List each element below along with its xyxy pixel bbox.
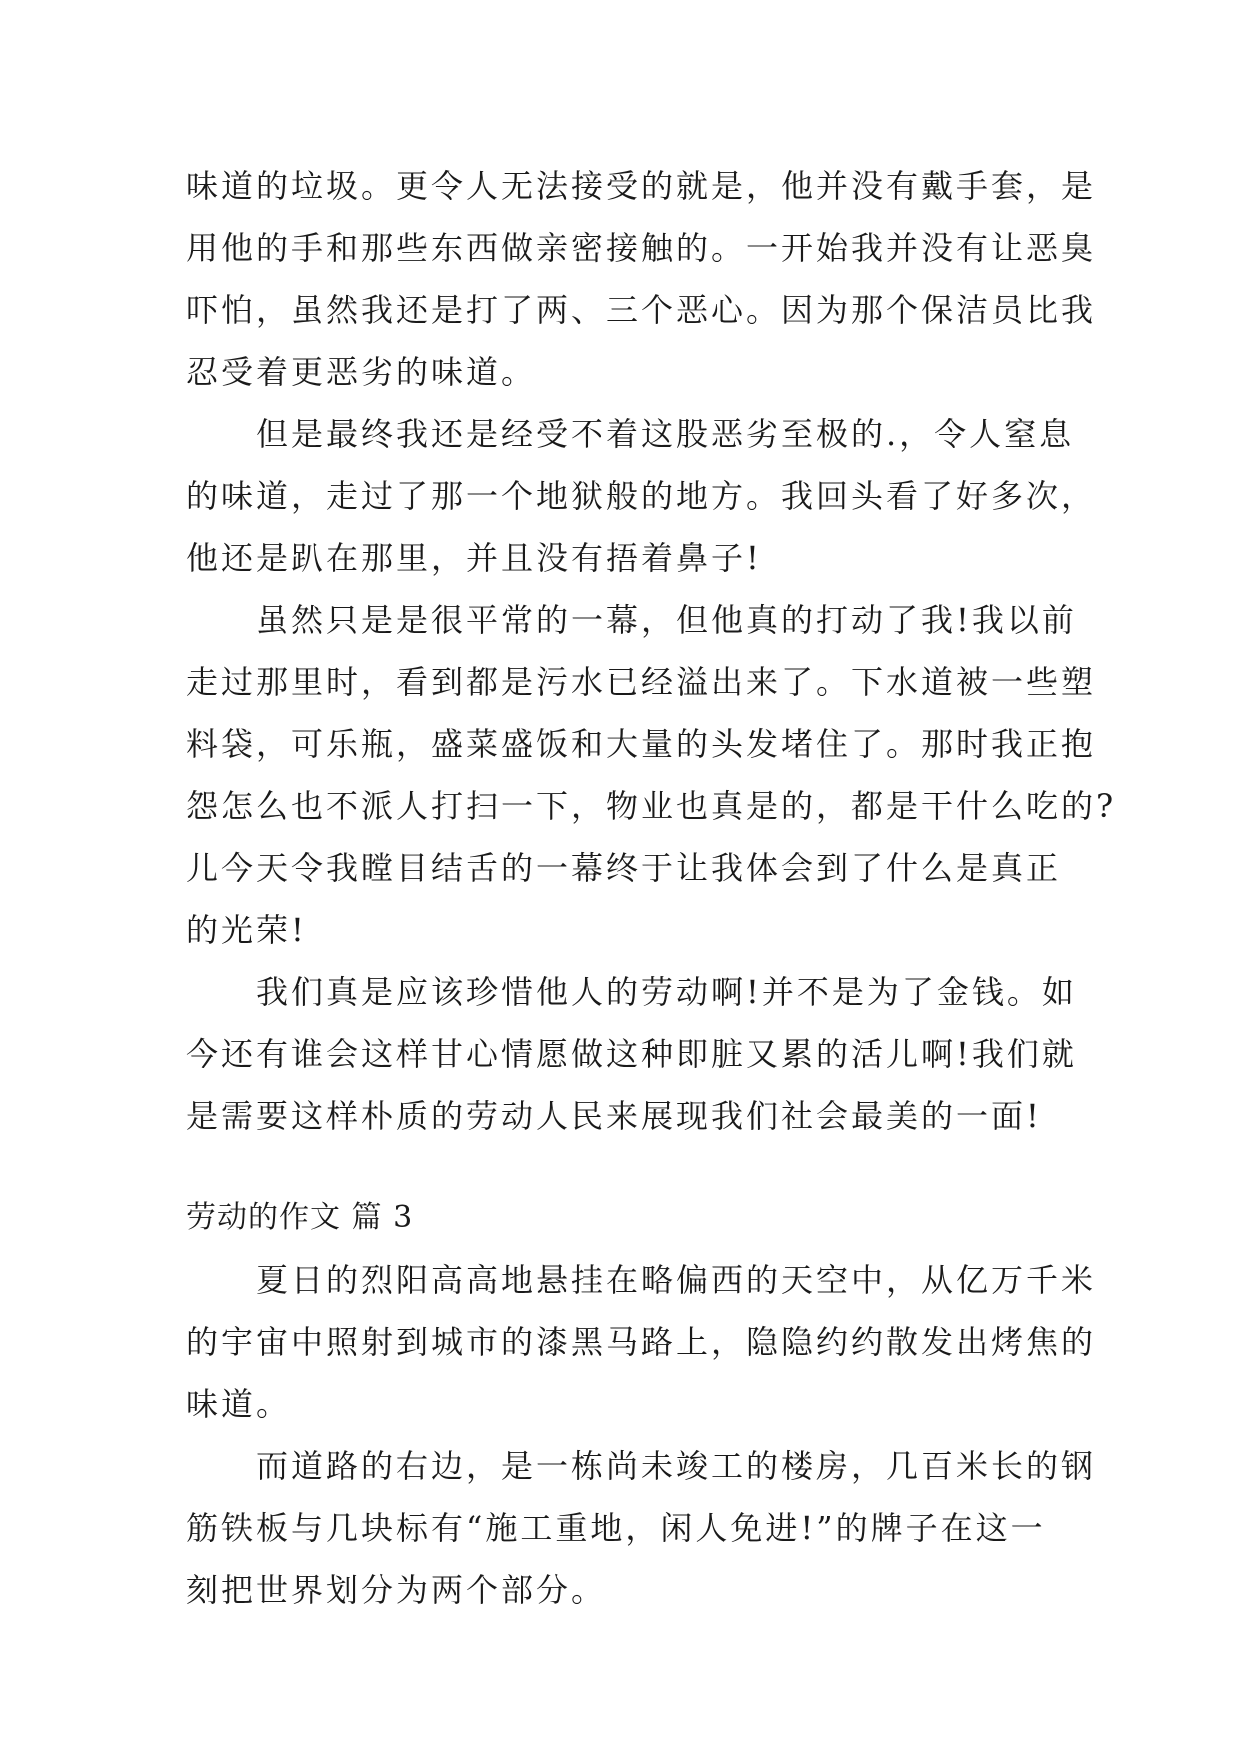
section-spacer (186, 1147, 1056, 1187)
text-line: 他还是趴在那里，并且没有捂着鼻子! (186, 539, 762, 577)
text-line: 的宇宙中照射到城市的漆黑马路上，隐隐约约散发出烤焦的 (186, 1323, 1097, 1361)
paragraph (186, 961, 1077, 1147)
text-line: 味道。 (186, 1385, 292, 1423)
text-line: 料袋，可乐瓶，盛菜盛饭和大量的头发堵住了。那时我正抱 (186, 725, 1097, 763)
text-line: 忍受着更恶劣的味道。 (186, 353, 537, 391)
text-line: 用他的手和那些东西做亲密接触的。一开始我并没有让恶臭 (186, 229, 1097, 267)
paragraph (186, 589, 1117, 961)
text-line: 但是最终我还是经受不着这股恶劣至极的.，令人窒息 (256, 415, 1075, 453)
text-line: 味道的垃圾。更令人无法接受的就是，他并没有戴手套，是 (186, 167, 1097, 205)
text-line: 的光荣! (186, 911, 307, 949)
text-line: 吓怕，虽然我还是打了两、三个恶心。因为那个保洁员比我 (186, 291, 1097, 329)
paragraph (186, 1435, 1097, 1621)
text-line: 怨怎么也不派人打扫一下，物业也真是的，都是干什么吃的? (186, 787, 1117, 825)
text-line: 儿今天令我瞠目结舌的一幕终于让我体会到了什么是真正 (186, 849, 1062, 887)
text-line: 夏日的烈阳高高地悬挂在略偏西的天空中，从亿万千米 (256, 1261, 1097, 1299)
text-line: 的味道，走过了那一个地狱般的地方。我回头看了好多次， (186, 477, 1097, 515)
text-line: 刻把世界划分为两个部分。 (186, 1571, 607, 1609)
section-heading: 劳动的作文 篇 3 (186, 1200, 414, 1235)
text-line: 虽然只是是很平常的一幕，但他真的打动了我!我以前 (256, 601, 1077, 639)
text-line: 筋铁板与几块标有“施工重地，闲人免进!”的牌子在这一 (186, 1509, 1046, 1547)
text-line: 而道路的右边，是一栋尚未竣工的楼房，几百米长的钢 (256, 1447, 1097, 1485)
text-line: 是需要这样朴质的劳动人民来展现我们社会最美的一面! (186, 1097, 1042, 1135)
text-line: 今还有谁会这样甘心情愿做这种即脏又累的活儿啊!我们就 (186, 1035, 1077, 1073)
text-line: 我们真是应该珍惜他人的劳动啊!并不是为了金钱。如 (256, 973, 1077, 1011)
paragraph (186, 155, 1097, 403)
paragraph (186, 1249, 1097, 1435)
paragraph (186, 403, 1097, 589)
document-body (186, 155, 1117, 1621)
text-line: 走过那里时，看到都是污水已经溢出来了。下水道被一些塑 (186, 663, 1097, 701)
